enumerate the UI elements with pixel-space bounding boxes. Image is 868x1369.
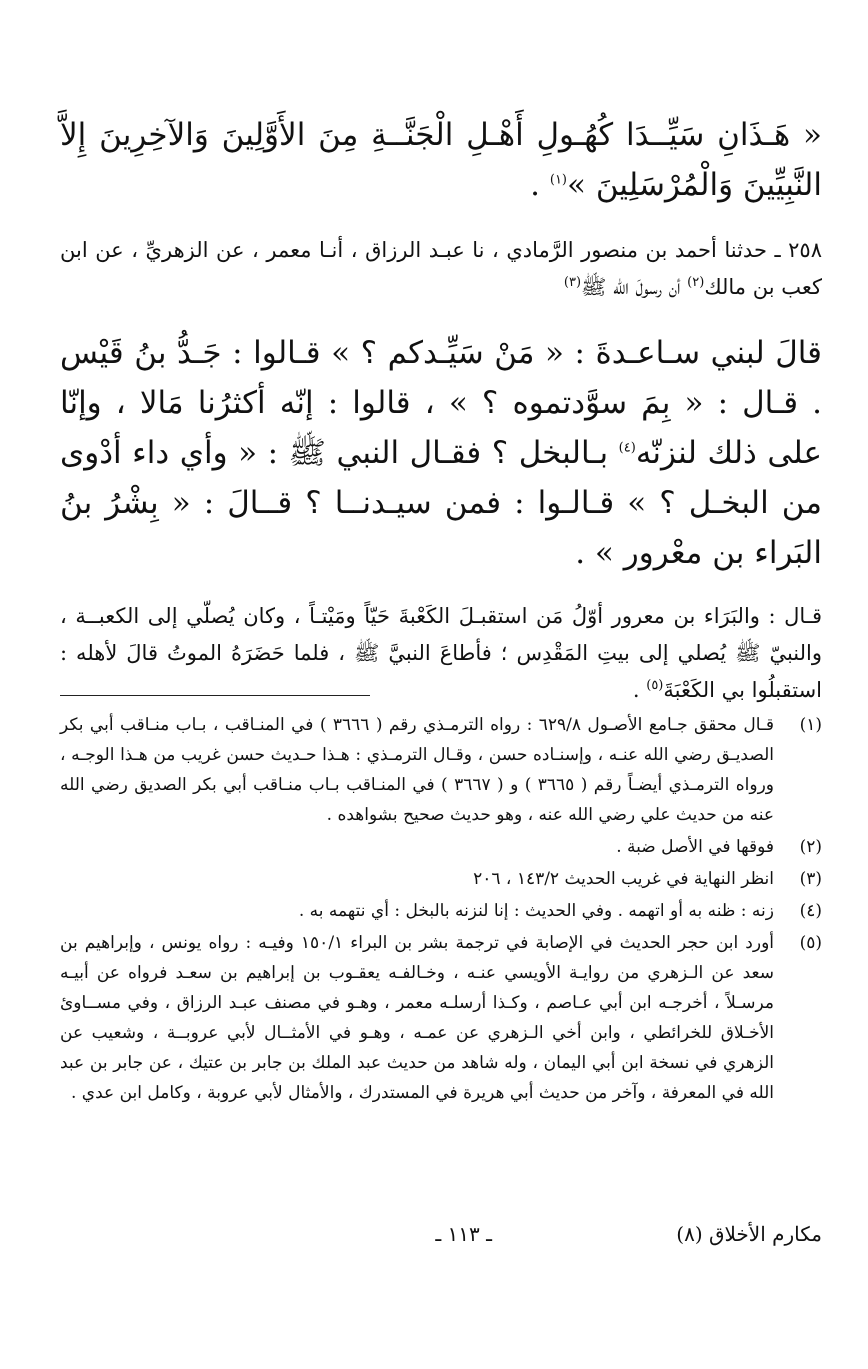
matn-text: قالَ لبني سـاعـدةَ : « مَنْ سَيِّـدكم ؟ » قـالوا : جَـدُّ بنُ قَيْس . قـال : « بِمَ سوَّدتموه ؟ » ، قالوا : إنّه أكثرُنا مَالا ، وإنّا على ذلك لنزنّه: [60, 335, 822, 471]
footnote-text: أورد ابن حجر الحديث في الإصابة في ترجمة بشر بن البراء ١٥٠/١ وفيـه : رواه يونس ، وإبراهيم بن سعد عن الـزهري من روايـة الأويسي عنـه ، وخـالفـه يعقـوب بن إبراهيم بن سعـد فرواه عن أبيـه مرسـلاً ، أخرجـه ابن أبي عـاصم ، وكـذا أرسلـه معمر ، وهـو في مصنف عبـد الرزاق ، وفي مســاوئ الأخـلاق للخرائطي ، وابن أخي الـزهري عن عمـه ، وهـو في الأمثــال لأبي عروبــة ، وشعيب عن الزهري في نسخة ابن أبي اليمان ، وله شاهد من حديث عبد الملك بن جابر بن عتيك ، عن جابر بن عبد الله في المعرفة ، وآخر من حديث أبي هريرة في المستدرك ، والأمثال لأبي عروبة ، وكامل ابن عدي .: [60, 933, 775, 1103]
footnote-item: [60, 864, 822, 894]
footnote-number: (٢): [799, 837, 822, 857]
footnote-text: انظر النهاية في غريب الحديث ١٤٣/٢ ، ٢٠٦: [473, 869, 774, 889]
page-footer: [60, 1222, 822, 1258]
footnote-number: (٥): [799, 933, 822, 953]
main-text: [60, 110, 822, 709]
footnote-text: قـال محقق جـامع الأصـول ٦٢٩/٨ : رواه الترمـذي رقم ( ٣٦٦٦ ) في المنـاقب ، بـاب منـاقب أبي بكر الصديـق رضي الله عنـه ، وإسنـاده حسن ، وقـال الترمـذي : هـذا حـديث حسن غريب من هـذا الوجـه ، ورواه الترمـذي أيضـاً رقم ( ٣٦٦٥ ) و ( ٣٦٦٧ ) في المنـاقب بـاب منـاقب أبي بكر الصديق رضي الله عنه من حديث علي رضي الله عنه ، وهو حديث صحيح بشواهده .: [60, 715, 774, 825]
footnote-number: (١): [799, 715, 822, 735]
footnote-item: [60, 710, 822, 830]
isnad-paragraph: [60, 232, 822, 306]
footnote-item: [60, 832, 822, 862]
hadith-continuation: [60, 110, 822, 210]
footnote-text: زنه : ظنه به أو اتهمه . وفي الحديث : إنا لنزنه بالبخل : أي نتهمه به .: [298, 901, 774, 921]
footnote-ref: (٥): [646, 678, 664, 693]
footnote-number: (٣): [799, 869, 822, 889]
hadith-text: « هَـذَانِ سَيِّــدَا كُهُـولِ أَهْـلِ الْجَنَّــةِ مِنَ الأَوَّلِينَ وَالآخِرِينَ إِلاَّ النَّبِيِّينَ وَالْمُرْسَلِينَ »: [60, 117, 822, 203]
footnote-text: فوقها في الأصل ضبة .: [616, 837, 774, 857]
footnote-ref: (١): [549, 172, 567, 188]
isnad-text: ٢٥٨ ـ حدثنا أحمد بن منصور الرَّمادي ، نا عبـد الرزاق ، أنـا معمر ، عن الزهريِّ ، عن ابن كعب بن مالك: [60, 238, 822, 299]
commentary-text: قـال : والبَرَاء بن معرور أوّلُ مَن استقبـلَ الكَعْبةَ حَيّاً ومَيْتـاً ، وكان يُصلّي إلى الكعبــة ، والنبيّ ﷺ يُصلي إلى بيتِ المَقْدِس ؛ فأطاعَ النبيَّ ﷺ ، فلما حَضَرَهُ الموتُ قالَ لأهله : استقبلُوا بي الكَعْبَةَ: [60, 604, 822, 702]
footnote-item: [60, 928, 822, 1108]
hadith-matn: [60, 328, 822, 578]
footnote-separator: [60, 695, 370, 696]
sentence-end: .: [530, 167, 540, 203]
footnotes: [60, 710, 822, 1110]
commentary-paragraph: [60, 598, 822, 709]
sentence-end: .: [632, 678, 640, 702]
page-number: ـ ١١٣ ـ: [435, 1222, 492, 1246]
isnad-text-end: أن رسولَ الله ﷺ: [581, 275, 681, 299]
matn-text-end: بـالبخل ؟ فقـال النبي ﷺ : « وأي داء أدْوى من البخـل ؟ » قـالـوا : فمن سيـدنــا ؟ قــالَ : « بِشْرُ بنُ البَراء بن معْرور » .: [60, 435, 822, 571]
footnote-ref: (٢): [687, 275, 705, 290]
footnote-item: [60, 896, 822, 926]
book-title: مكارم الأخلاق (٨): [676, 1222, 822, 1246]
footnote-number: (٤): [799, 901, 822, 921]
footnote-ref: (٤): [618, 440, 636, 456]
footnote-ref: (٣): [563, 275, 582, 290]
